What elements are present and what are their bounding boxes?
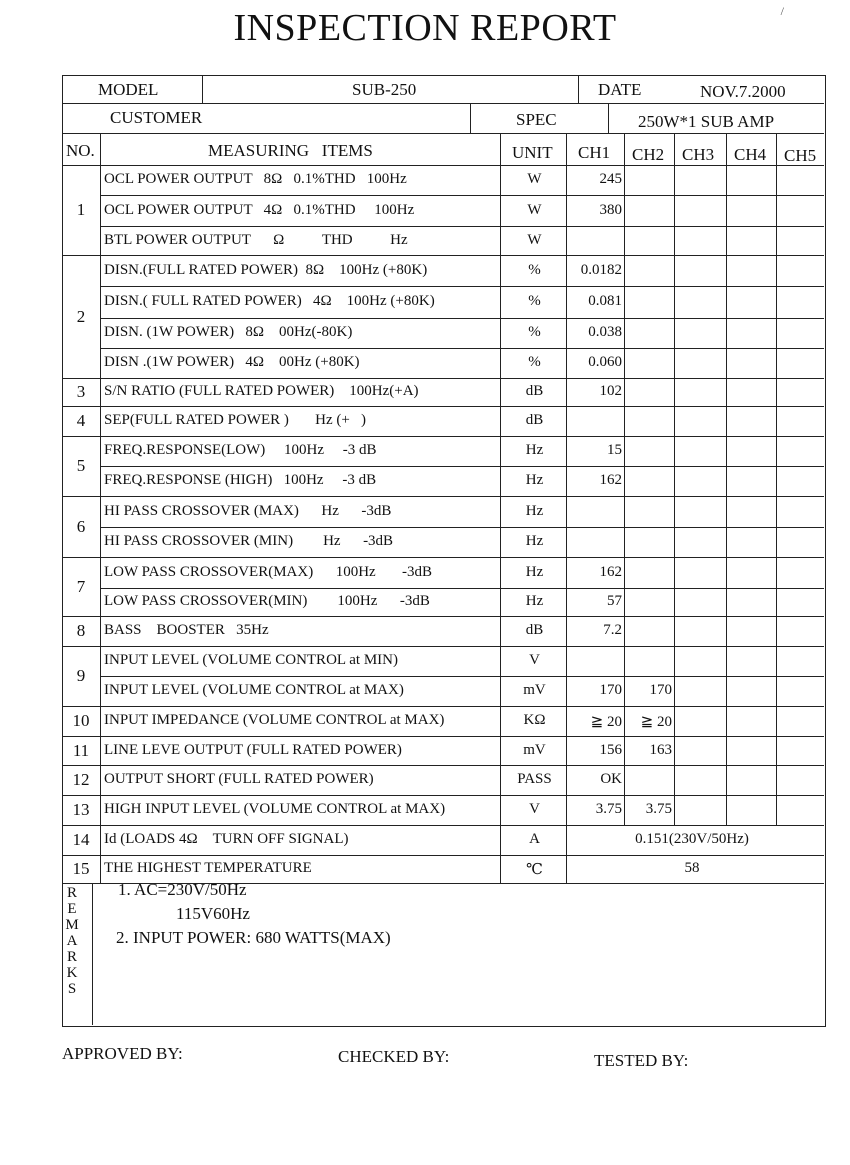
item-number: 2 bbox=[76, 306, 86, 326]
unit-cell: V bbox=[529, 801, 540, 817]
row-divider bbox=[100, 348, 824, 349]
col-divider bbox=[726, 133, 727, 825]
row-divider bbox=[62, 496, 824, 497]
ch2-value: 170 bbox=[649, 682, 672, 698]
ch1-value: 7.2 bbox=[603, 622, 622, 638]
item-number: 7 bbox=[76, 576, 86, 596]
row-divider bbox=[62, 406, 824, 407]
col-unit: UNIT bbox=[512, 143, 553, 162]
item-number: 10 bbox=[72, 711, 90, 730]
ch1-value: 0.060 bbox=[588, 354, 622, 370]
row-divider bbox=[100, 466, 824, 467]
item-number: 11 bbox=[72, 740, 90, 760]
row-divider bbox=[62, 736, 824, 737]
unit-cell: dB bbox=[525, 622, 544, 638]
date-value: NOV.7.2000 bbox=[700, 82, 786, 101]
col-divider bbox=[92, 883, 93, 1025]
item-number: 4 bbox=[76, 411, 86, 430]
unit-cell: % bbox=[528, 261, 541, 278]
ch2-value: 3.75 bbox=[645, 801, 672, 817]
unit-cell: KΩ bbox=[523, 712, 546, 728]
tested-by: TESTED BY: bbox=[594, 1051, 689, 1070]
unit-cell: % bbox=[528, 324, 541, 340]
header-divider bbox=[202, 75, 203, 103]
ch1-value: 170 bbox=[599, 682, 622, 698]
measuring-item: OCL POWER OUTPUT 4Ω 0.1%THD 100Hz bbox=[104, 201, 415, 218]
unit-cell: V bbox=[529, 652, 540, 668]
ch1-value: 0.0182 bbox=[580, 261, 622, 278]
row-divider bbox=[62, 855, 824, 856]
measuring-item: FREQ.RESPONSE (HIGH) 100Hz -3 dB bbox=[104, 472, 377, 488]
unit-cell: ℃ bbox=[526, 862, 543, 878]
ch1-value: 57 bbox=[607, 593, 622, 609]
merged-value: 58 bbox=[684, 860, 700, 876]
unit-cell: Hz bbox=[525, 563, 544, 580]
item-number: 3 bbox=[76, 382, 86, 401]
unit-cell: Hz bbox=[525, 593, 544, 609]
item-number: 13 bbox=[72, 800, 90, 819]
item-number: 14 bbox=[72, 830, 90, 849]
unit-cell: % bbox=[528, 293, 541, 309]
measuring-item: HI PASS CROSSOVER (MIN) Hz -3dB bbox=[104, 533, 394, 549]
ch1-value: 156 bbox=[599, 741, 622, 758]
spec-value: 250W*1 SUB AMP bbox=[638, 112, 775, 131]
header-divider bbox=[470, 103, 471, 133]
row-divider bbox=[100, 195, 824, 196]
row-divider bbox=[100, 527, 824, 528]
measuring-item: LOW PASS CROSSOVER(MAX) 100Hz -3dB bbox=[104, 563, 432, 580]
unit-cell: mV bbox=[523, 682, 546, 698]
col-ch3: CH3 bbox=[682, 145, 715, 164]
spec-label: SPEC bbox=[516, 110, 557, 129]
measuring-item: BTL POWER OUTPUT Ω THD Hz bbox=[104, 231, 408, 248]
measuring-item: DISN. (1W POWER) 8Ω 00Hz(-80K) bbox=[104, 324, 353, 340]
measuring-item: LOW PASS CROSSOVER(MIN) 100Hz -3dB bbox=[104, 593, 430, 609]
row-divider bbox=[62, 378, 824, 379]
unit-cell: dB bbox=[525, 383, 544, 399]
ch2-value: 163 bbox=[649, 741, 672, 758]
ch1-value: 15 bbox=[607, 442, 622, 458]
unit-cell: W bbox=[527, 201, 542, 218]
unit-cell: Hz bbox=[525, 472, 544, 488]
measuring-item: INPUT LEVEL (VOLUME CONTROL at MAX) bbox=[104, 682, 404, 698]
measuring-item: OCL POWER OUTPUT 8Ω 0.1%THD 100Hz bbox=[104, 171, 407, 187]
unit-cell: mV bbox=[523, 741, 546, 758]
remark-line-3: 2. INPUT POWER: 680 WATTS(MAX) bbox=[116, 928, 391, 947]
item-number: 12 bbox=[72, 770, 90, 789]
customer-label: CUSTOMER bbox=[110, 108, 203, 127]
header-divider bbox=[608, 103, 609, 133]
unit-cell: dB bbox=[525, 412, 544, 428]
remarks-letter: M bbox=[65, 917, 79, 933]
header-divider bbox=[62, 133, 824, 134]
item-number: 9 bbox=[76, 666, 86, 685]
remarks-letter: K bbox=[66, 965, 78, 981]
ch1-value: 162 bbox=[599, 472, 622, 488]
unit-cell: A bbox=[529, 831, 540, 847]
ch1-value: 102 bbox=[599, 383, 622, 399]
row-divider bbox=[62, 646, 824, 647]
header-divider bbox=[62, 103, 824, 104]
unit-cell: W bbox=[527, 231, 542, 248]
col-divider bbox=[776, 133, 777, 825]
unit-cell: Hz bbox=[525, 502, 544, 519]
row-divider bbox=[100, 588, 824, 589]
page-title: INSPECTION REPORT bbox=[233, 7, 617, 49]
corner-mark: / bbox=[780, 4, 784, 18]
ch1-value: 3.75 bbox=[595, 801, 622, 817]
checked-by: CHECKED BY: bbox=[338, 1047, 450, 1066]
measuring-item: HI PASS CROSSOVER (MAX) Hz -3dB bbox=[104, 502, 392, 519]
row-divider bbox=[100, 318, 824, 319]
unit-cell: Hz bbox=[525, 533, 544, 549]
measuring-item: OUTPUT SHORT (FULL RATED POWER) bbox=[104, 771, 374, 787]
col-ch5: CH5 bbox=[784, 146, 817, 165]
row-divider bbox=[100, 676, 824, 677]
merged-value: 0.151(230V/50Hz) bbox=[635, 831, 749, 847]
remarks-letter: R bbox=[66, 885, 77, 901]
ch1-value: 0.038 bbox=[588, 324, 622, 340]
col-items: MEASURING ITEMS bbox=[208, 141, 373, 160]
col-no: NO. bbox=[66, 141, 95, 160]
unit-cell: W bbox=[527, 171, 542, 187]
remark-line-1: 1. AC=230V/50Hz bbox=[118, 880, 247, 899]
measuring-item: SEP(FULL RATED POWER ) Hz (+ ) bbox=[104, 412, 367, 428]
row-divider bbox=[62, 765, 824, 766]
item-number: 6 bbox=[76, 516, 86, 536]
ch1-value: ≧ 20 bbox=[590, 714, 622, 730]
col-ch4: CH4 bbox=[734, 145, 767, 164]
model-label: MODEL bbox=[98, 80, 159, 99]
row-divider bbox=[100, 226, 824, 227]
remarks-letter: R bbox=[66, 949, 77, 965]
measuring-item: Id (LOADS 4Ω TURN OFF SIGNAL) bbox=[104, 831, 349, 847]
measuring-item: INPUT IMPEDANCE (VOLUME CONTROL at MAX) bbox=[104, 712, 445, 728]
ch1-value: 162 bbox=[599, 563, 622, 580]
row-divider bbox=[62, 557, 824, 558]
measuring-item: DISN .(1W POWER) 4Ω 00Hz (+80K) bbox=[104, 354, 360, 370]
measuring-item: DISN.(FULL RATED POWER) 8Ω 100Hz (+80K) bbox=[104, 261, 428, 278]
row-divider bbox=[62, 706, 824, 707]
date-label: DATE bbox=[598, 80, 642, 99]
measuring-item: FREQ.RESPONSE(LOW) 100Hz -3 dB bbox=[104, 442, 377, 458]
ch1-value: OK bbox=[600, 771, 622, 787]
measuring-item: S/N RATIO (FULL RATED POWER) 100Hz(+A) bbox=[104, 383, 419, 399]
unit-cell: % bbox=[528, 354, 541, 370]
col-ch2: CH2 bbox=[632, 145, 665, 164]
item-number: 1 bbox=[76, 200, 86, 219]
measuring-item: THE HIGHEST TEMPERATURE bbox=[104, 860, 312, 876]
approved-by: APPROVED BY: bbox=[62, 1044, 183, 1063]
row-divider bbox=[100, 286, 824, 287]
header-divider bbox=[578, 75, 579, 103]
remarks-letter: S bbox=[67, 981, 77, 997]
remarks-letter: A bbox=[66, 933, 78, 949]
ch1-value: 380 bbox=[599, 201, 622, 218]
remarks-label bbox=[60, 885, 84, 997]
remarks-letter: E bbox=[67, 901, 77, 917]
measuring-item: DISN.( FULL RATED POWER) 4Ω 100Hz (+80K) bbox=[104, 293, 435, 309]
row-divider bbox=[62, 165, 824, 166]
measuring-item: HIGH INPUT LEVEL (VOLUME CONTROL at MAX) bbox=[104, 801, 446, 817]
col-divider bbox=[100, 133, 101, 883]
item-number: 5 bbox=[76, 456, 86, 475]
ch2-value: ≧ 20 bbox=[640, 714, 672, 730]
col-ch1: CH1 bbox=[578, 143, 611, 162]
ch1-value: 245 bbox=[599, 171, 622, 187]
item-number: 8 bbox=[76, 621, 86, 640]
measuring-item: INPUT LEVEL (VOLUME CONTROL at MIN) bbox=[104, 652, 398, 668]
unit-cell: PASS bbox=[517, 771, 552, 787]
row-divider bbox=[62, 255, 824, 256]
ch1-value: 0.081 bbox=[588, 293, 622, 309]
item-number: 15 bbox=[72, 859, 90, 878]
row-divider bbox=[62, 436, 824, 437]
unit-cell: Hz bbox=[525, 442, 544, 458]
measuring-item: LINE LEVE OUTPUT (FULL RATED POWER) bbox=[104, 741, 402, 758]
model-value: SUB-250 bbox=[352, 80, 417, 99]
row-divider bbox=[62, 795, 824, 796]
remark-line-2: 115V60Hz bbox=[176, 904, 250, 923]
col-divider bbox=[674, 133, 675, 825]
measuring-item: BASS BOOSTER 35Hz bbox=[104, 622, 269, 638]
col-divider bbox=[500, 133, 501, 883]
row-divider bbox=[62, 616, 824, 617]
row-divider bbox=[62, 825, 824, 826]
